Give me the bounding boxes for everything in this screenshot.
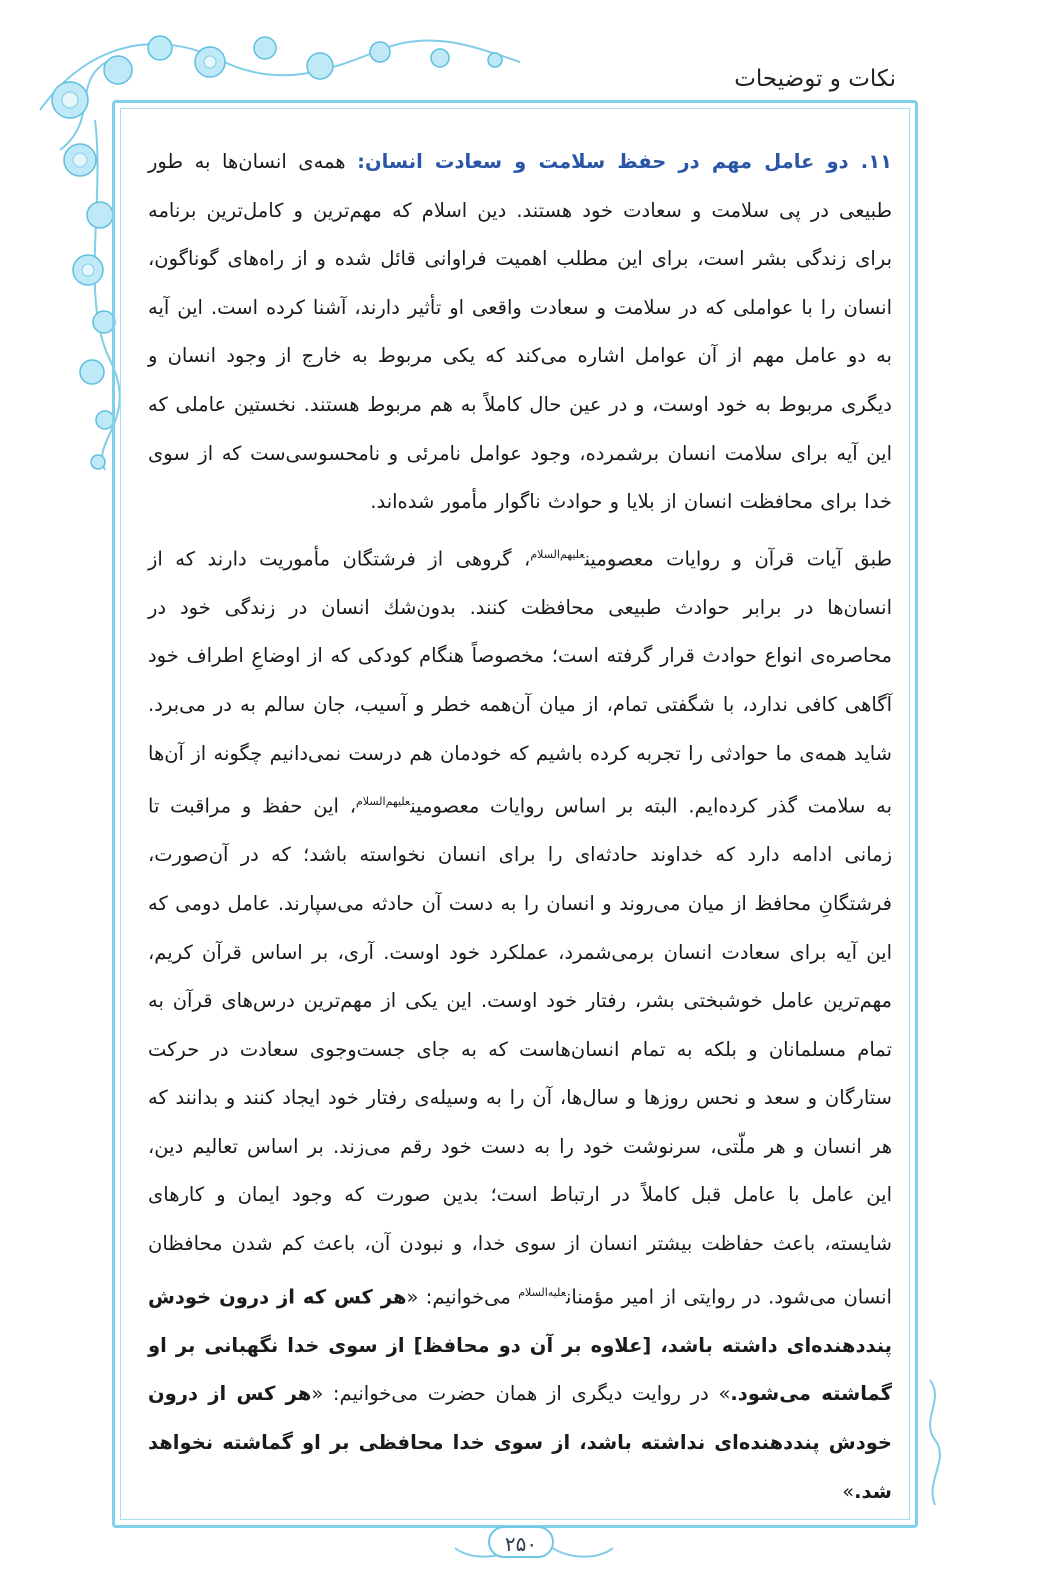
paragraph-2-part-d: می‌خوانیم: « — [406, 1285, 519, 1309]
honorific-3: علیه‌السلام — [518, 1285, 566, 1299]
paragraph-2-part-b: ، گروهی از فرشتگان مأموریت دارند که از انسان‌ها در برابر حوادث طبیعی محافظت کنند. بدون‌شك انسان در زندگی خود در محاصره‌ی انواع حوادث قرار گرفته است؛ مخصوصاً هنگام کودکی که از اوضاعِ اطراف خود آگاهی کافی ندارد، با شگفتی تمام، از میان آن‌همه خطر و آسیب، جان سالم به در می‌برد. شاید همه‌ی ما حوادثی را تجربه کرده باشیم که خودمان هم درست نمی‌دانیم چگونه از آن‌ها به سلامت گذر کرده‌ایم. البته بر اساس روایات معصومین — [148, 547, 892, 818]
running-header: نکات و توضیحات — [734, 66, 896, 92]
quote-2: هر کس از درون خودش پنددهنده‌ای نداشته باشد، از سوی خدا محافظی بر او گماشته نخواهد شد. — [148, 1382, 892, 1503]
paragraph-1 — [148, 138, 892, 527]
paragraph-1-text: همه‌ی انسان‌ها به طور طبیعی در پی سلامت و سعادت خود هستند. دین اسلام که مهم‌ترین و کامل‌ترین برنامه برای زندگی بشر است، برای این مطلب اهمیت فراوانی قائل شده و از راه‌های گوناگون، انسان را با عواملی که در سلامت و سعادت واقعی او تأثیر دارند، آشنا کرده است. این آیه به دو عامل مهم از آن عوامل اشاره می‌کند که یکی مربوط به خارج از وجود انسان و دیگری مربوط به خود اوست، و در عین حال کاملاً به هم مربوط هستند. نخستین عاملی که این آیه برای سلامت انسان برشمرده، وجود عوامل نامرئی و نامحسوسی‌ست که از سوی خدا برای محافظت انسان از بلایا و حوادث ناگوار مأمور شده‌اند. — [148, 150, 892, 514]
paragraph-2-part-c: ، این حفظ و مراقبت تا زمانی ادامه دارد که خداوند حادثه‌ای را برای انسان نخواسته باشد؛ که در آن‌صورت، فرشتگانِ محافظ از میان می‌روند و انسان را به دست آن حادثه می‌سپارند. عامل دومی که این آیه برای سعادت انسان برمی‌شمرد، عملکرد خود اوست. آری، بر اساس قرآن کریم، مهم‌ترین عامل خوشبختی بشر، رفتار خود اوست. این یکی از مهم‌ترین درس‌های قرآن به تمام مسلمانان و بلکه به تمام انسان‌هاست که به جای جست‌وجوی سعادت در حرکت ستارگان و سعد و نحس روزها و سال‌ها، آن را به وسیله‌ی رفتار خود ایجاد کنند و بدانند که هر انسان و هر ملّتی، سرنوشت خود را به دست خود رقم می‌زند. بر اساس تعالیم دین، این عامل با عامل قبل کاملاً در ارتباط است؛ بدین صورت که وجود ایمان و کارهای شایسته، باعث حفاظت بیشتر انسان از سوی خدا، و نبودن آن، باعث کم شدن محافظان انسان می‌شود. در روایتی از امیر مؤمنان — [148, 794, 892, 1309]
paragraph-2-part-f: » — [842, 1479, 855, 1503]
page-number: ۲۵۰ — [488, 1526, 554, 1558]
paragraph-2 — [148, 531, 892, 1516]
paragraph-2-part-e: » در روایت دیگری از همان حضرت می‌خوانیم: « — [311, 1382, 731, 1406]
paragraph-2-part-a: طبق آیات قرآن و روایات معصومین — [584, 547, 892, 571]
honorific-2: علیهم‌السلام — [355, 795, 411, 809]
section-heading: ۱۱. دو عامل مهم در حفظ سلامت و سعادت انسان: — [357, 150, 892, 173]
honorific-1: علیهم‌السلام — [530, 547, 585, 561]
body-text — [148, 138, 892, 1516]
quote-1: هر کس که از درون خودش پنددهنده‌ای داشته باشد، [علاوه بر آن دو محافظ] از سوی خدا نگهبانی بر او گماشته می‌شود. — [148, 1285, 892, 1406]
